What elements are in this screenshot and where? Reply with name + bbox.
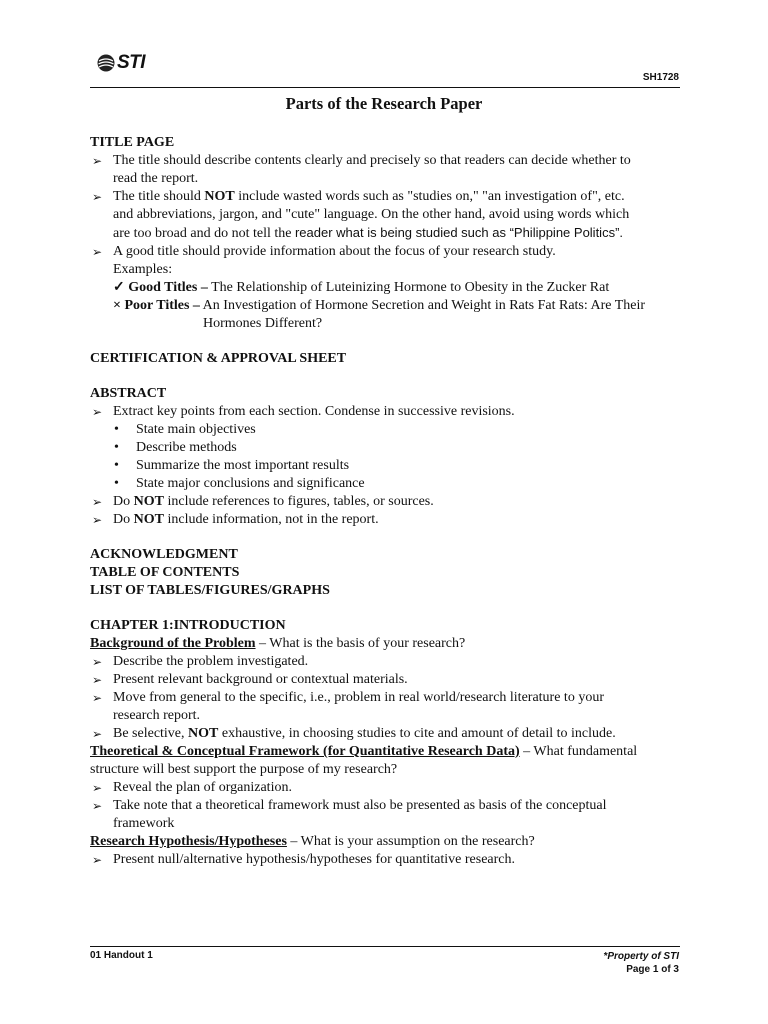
text: Present relevant background or contextual materials. [113,672,408,687]
section-heading-toc: TABLE OF CONTENTS [90,565,240,580]
poor-title-continuation: Hormones Different? [203,316,323,331]
subsection-label: Theoretical & Conceptual Framework (for Quantitative Research Data) [90,744,520,759]
header-divider [90,87,680,88]
text: An Investigation of Hormone Secretion and Weight in Rats Fat Rats: Are Their [199,298,646,313]
footer-handout: 01 Handout 1 [90,950,153,961]
check-icon: ✓ [113,280,125,295]
text: The title should [113,189,205,204]
subsection-label: Research Hypothesis/Hypotheses [90,834,287,849]
list-item-continuation: framework [113,816,175,831]
text: Be selective, [113,726,189,741]
subsection-framework-continuation: structure will best support the purpose of my research? [90,762,398,777]
text: A good title should provide information about the focus of your research study. [113,244,556,259]
text: – What fundamental [519,744,638,759]
poor-title-example [90,297,678,315]
sub-list-item: • State main objectives [90,421,678,439]
sti-logo [96,52,145,74]
list-item [90,725,678,743]
list-item-continuation: research report. [113,708,201,723]
text: reader what is being studied such as “Philippine Politics”. [294,225,624,240]
section-heading-list-of-tables: LIST OF TABLES/FIGURES/GRAPHS [90,583,330,598]
label: Good Titles – [128,280,208,295]
emphasis: NOT [133,494,164,509]
emphasis: NOT [133,512,164,527]
text: include wasted words such as "studies on," "an investigation of", etc. [234,189,625,204]
sub-list-item: • Summarize the most important results [90,457,678,475]
list-item [90,851,678,869]
subsection-background [90,635,678,653]
globe-icon [96,53,116,73]
section-heading-acknowledgment: ACKNOWLEDGMENT [90,547,238,562]
text: – What is your assumption on the research? [286,834,535,849]
list-item-continuation: read the report. [113,171,199,186]
footer-property: *Property of STI [603,951,679,962]
list-item [90,779,678,797]
emphasis: NOT [188,726,219,741]
text: Describe the problem investigated. [113,654,309,669]
text: Do [113,512,134,527]
list-item [90,797,678,815]
list-item-continuation: and abbreviations, jargon, and "cute" language. On the other hand, avoid using words which [113,207,630,222]
text: are too broad and do not tell the [113,226,295,241]
text: Take note that a theoretical framework must also be presented as basis of the conceptual [113,798,607,813]
document-body [90,134,678,869]
document-code: SH1728 [642,72,679,83]
subsection-hypothesis [90,833,678,851]
section-heading-abstract: ABSTRACT [90,386,167,401]
cross-icon: × [113,298,121,313]
subsection-label: Background of the Problem [90,636,256,651]
list-item [90,493,678,511]
list-item [90,403,678,421]
text: Reveal the plan of organization. [113,780,292,795]
text: Move from general to the specific, i.e., problem in real world/research literature to your [113,690,604,705]
list-item [90,511,678,529]
text: include references to figures, tables, or sources. [163,494,434,509]
subsection-framework [90,743,678,761]
page-title: Parts of the Research Paper [285,94,483,113]
text: – What is the basis of your research? [255,636,466,651]
list-item [90,671,678,689]
good-title-example [90,279,678,297]
text: The Relationship of Luteinizing Hormone to Obesity in the Zucker Rat [207,280,610,295]
section-heading-certification: CERTIFICATION & APPROVAL SHEET [90,351,347,366]
list-item [90,152,678,170]
text: Present null/alternative hypothesis/hypotheses for quantitative research. [113,852,515,867]
list-item [90,188,678,206]
list-item [90,689,678,707]
section-heading-chapter-1: CHAPTER 1:INTRODUCTION [90,618,286,633]
text: The title should describe contents clearly and precisely so that readers can decide whether to [113,153,631,168]
examples-label: Examples: [113,262,173,277]
list-item-continuation [90,224,678,243]
footer-page-number: Page 1 of 3 [626,964,679,975]
text: exhaustive, in choosing studies to cite and amount of detail to include. [218,726,616,741]
text: Extract key points from each section. Condense in successive revisions. [113,404,515,419]
footer-divider [90,946,680,947]
emphasis: NOT [204,189,235,204]
footer-page-info [603,950,679,976]
list-item [90,243,678,261]
text: Do [113,494,134,509]
sub-list-item: • State major conclusions and significance [90,475,678,493]
logo-text: STI [117,52,146,73]
sub-list-item: • Describe methods [90,439,678,457]
label: Poor Titles – [124,298,200,313]
list-item [90,653,678,671]
text: include information, not in the report. [163,512,379,527]
section-heading-title-page: TITLE PAGE [90,135,175,150]
